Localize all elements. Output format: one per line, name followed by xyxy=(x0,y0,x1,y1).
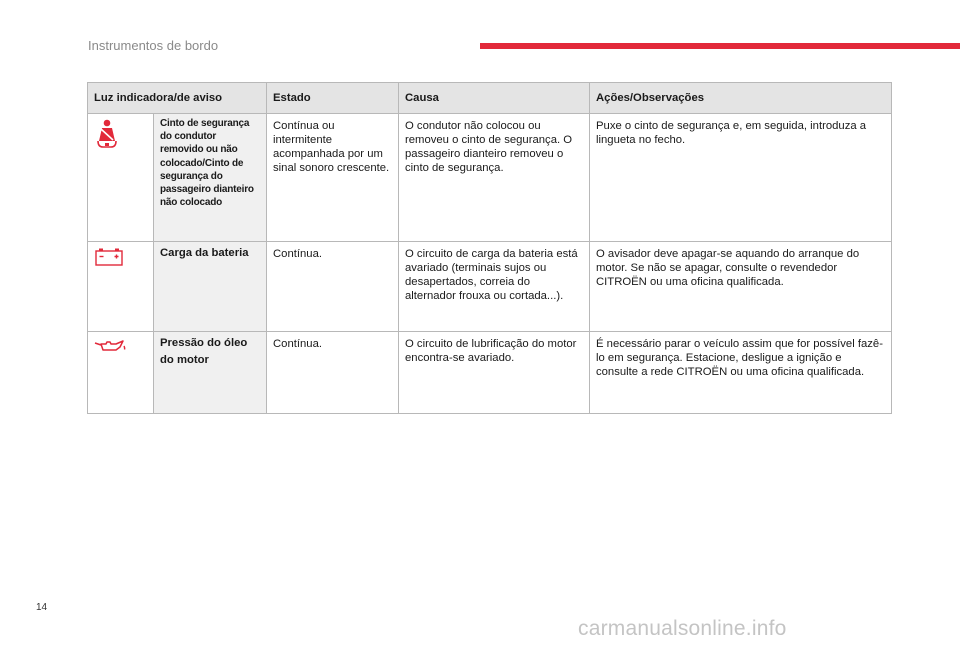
battery-icon xyxy=(94,258,124,270)
acoes-cell: Puxe o cinto de segurança e, em seguida, introduza a lingueta no fecho. xyxy=(590,114,892,242)
acoes-cell: É necessário parar o veículo assim que for possível fazê-lo em segurança. Estacione, desligue a ignição e consulte a rede CITROËN ou uma oficina qualificada. xyxy=(590,332,892,414)
header-luz: Luz indicadora/de aviso xyxy=(88,83,267,114)
header-accent-bar xyxy=(480,43,960,49)
icon-cell xyxy=(88,114,154,242)
estado-cell: Contínua ou intermitente acompanhada por um sinal sonoro crescente. xyxy=(267,114,399,242)
light-name: Cinto de segurança do condutor removido ou não colocado/Cinto de segurança do passageiro dianteiro não colocado xyxy=(154,114,267,242)
causa-cell: O circuito de carga da bateria está avariado (terminais sujos ou desapertados, correia do alternador frouxa ou cortada...). xyxy=(399,242,590,332)
table-row xyxy=(88,242,892,332)
causa-cell: O condutor não colocou ou removeu o cinto de segurança. O passageiro dianteiro removeu o cinto de segurança. xyxy=(399,114,590,242)
light-name: Pressão do óleo do motor xyxy=(154,332,267,414)
estado-cell: Contínua. xyxy=(267,242,399,332)
section-title: Instrumentos de bordo xyxy=(88,38,219,53)
icon-cell xyxy=(88,242,154,332)
table-row xyxy=(88,332,892,414)
causa-cell: O circuito de lubrificação do motor encontra-se avariado. xyxy=(399,332,590,414)
header-estado: Estado xyxy=(267,83,399,114)
table-header-row xyxy=(88,83,892,114)
acoes-cell: O avisador deve apagar-se aquando do arranque do motor. Se não se apagar, consulte o revendedor CITROËN ou uma oficina qualificada. xyxy=(590,242,892,332)
icon-cell xyxy=(88,332,154,414)
page-number: 14 xyxy=(36,602,48,613)
warning-lights-table xyxy=(87,82,892,414)
header-causa: Causa xyxy=(399,83,590,114)
estado-cell: Contínua. xyxy=(267,332,399,414)
seatbelt-icon xyxy=(94,140,120,152)
header-acoes: Ações/Observações xyxy=(590,83,892,114)
light-name: Carga da bateria xyxy=(154,242,267,332)
table-row xyxy=(88,114,892,242)
oil-can-icon xyxy=(94,346,128,358)
watermark: carmanualsonline.info xyxy=(578,617,787,640)
